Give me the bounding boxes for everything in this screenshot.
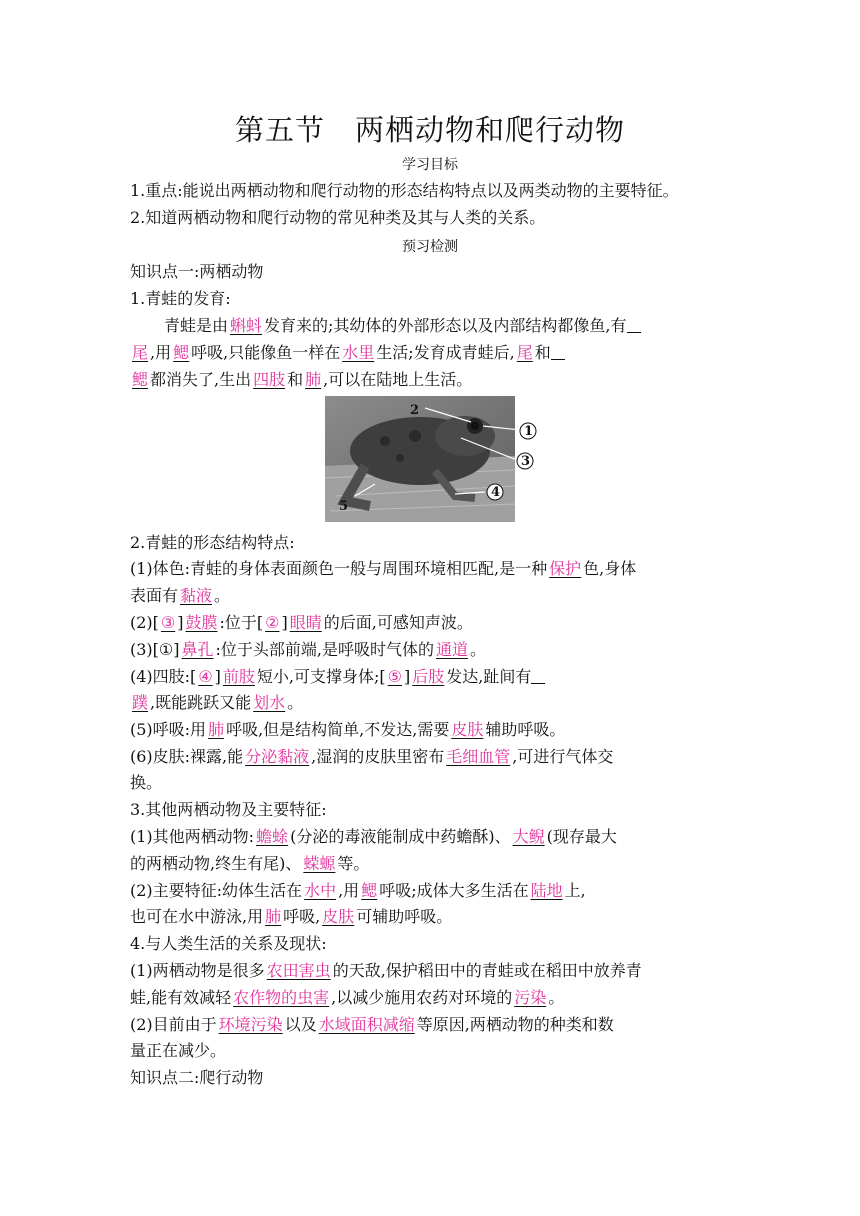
q4-item-1-line-1: (1)两栖动物是很多 农田害虫 的天敌,保护稻田中的青蛙或在稻田中放养青 [130,961,642,980]
q2-item-4-line-2: 蹼 ,既能跳跃又能 划水 。 [132,693,304,712]
goal-1: 1.重点:能说出两栖动物和爬行动物的形态结构特点以及两类动物的主要特征。 [130,181,679,200]
answer-blank: ④ [198,667,213,686]
answer-blank: 鼓膜 [185,613,218,632]
answer-blank: 前肢 [222,667,255,686]
q3-item-2-line-2: 也可在水中游泳,用 肺 呼吸, 皮肤 可辅助呼吸。 [130,907,453,926]
answer-blank: 鳃 [361,881,378,900]
frog-label: 5 [339,499,349,514]
knowledge-point-1: 知识点一:两栖动物 [130,262,264,281]
answer-blank: 水域面积减缩 [318,1015,415,1034]
answer-blank: 皮肤 [451,720,484,739]
q3-item-1-line-1: (1)其他两栖动物: 蟾蜍 (分泌的毒液能制成中药蟾酥)、 大鲵 (现存最大 [130,827,617,846]
q2-item-3: (3)[①] 鼻孔 :位于头部前端,是呼吸时气体的 通道 。 [130,640,487,659]
goal-2: 2.知道两栖动物和爬行动物的常见种类及其与人类的关系。 [130,208,546,227]
question-1-heading: 1.青蛙的发育: [130,289,231,308]
answer-blank: 划水 [253,693,286,712]
answer-blank: 陆地 [530,881,563,900]
q1-line-3: 鳃 都消失了,生出 四肢 和 肺 ,可以在陆地上生活。 [132,370,473,389]
frog-photo [325,396,534,522]
answer-blank: 鳃 [173,343,190,362]
q2-item-1-line-2: 表面有 黏液 。 [130,586,231,605]
frog-label: 1 [524,424,534,439]
frog-label: 3 [521,454,531,469]
answer-blank: 蹼 [132,693,149,712]
answer-blank: 农作物的虫害 [233,988,330,1007]
answer-blank: 四肢 [253,370,286,389]
q4-item-1-line-2: 蛙,能有效减轻 农作物的虫害 ,以减少施用农药对环境的 污染 。 [130,988,565,1007]
answer-blank: 鳃 [132,370,149,389]
question-3-heading: 3.其他两栖动物及主要特征: [130,800,327,819]
q4-item-2-line-1: (2)目前由于 环境污染 以及 水域面积减缩 等原因,两栖动物的种类和数 [130,1015,614,1034]
answer-blank: 眼睛 [289,613,322,632]
answer-blank: 尾 [516,343,533,362]
answer-blank: 通道 [436,640,469,659]
answer-blank: 后肢 [412,667,445,686]
q2-item-6-line-2: 换。 [130,773,163,792]
q2-item-4-line-1: (4)四肢:[ ④ ] 前肢 短小,可支撑身体;[ ⑤ ] 后肢 发达,趾间有 [130,667,730,687]
q1-line-2: 尾 ,用 鳃 呼吸,只能像鱼一样在 水里 生活;发育成青蛙后, 尾 和 [130,343,730,363]
goals-heading: 学习目标 [402,157,458,173]
answer-blank: 蝌蚪 [230,316,263,335]
answer-blank: 环境污染 [218,1015,283,1034]
answer-blank: 分泌黏液 [245,747,310,766]
q2-item-5: (5)呼吸:用 肺 呼吸,但是结构简单,不发达,需要 皮肤 辅助呼吸。 [130,720,566,739]
answer-blank: 皮肤 [322,907,355,926]
q3-item-1-line-2: 的两栖动物,终生有尾)、 蝾螈 等。 [130,854,370,873]
q4-item-2-line-2: 量正在减少。 [130,1041,227,1060]
q2-item-2: (2)[ ③ ] 鼓膜 :位于[ ② ] 眼睛 的后面,可感知声波。 [130,613,473,632]
q1-line-1: 青蛙是由 蝌蚪 发育来的;其幼体的外部形态以及内部结构都像鱼,有 [164,316,764,336]
answer-blank: 黏液 [180,586,213,605]
answer-blank: ③ [160,613,176,632]
answer-blank: 肺 [305,370,322,389]
answer-blank: 保护 [549,559,582,578]
answer-blank: 尾 [132,343,149,362]
page-title: 第五节 两栖动物和爬行动物 [234,113,625,147]
q3-item-2-line-1: (2)主要特征:幼体生活在 水中 ,用 鳃 呼吸;成体大多生活在 陆地 上, [130,881,586,900]
answer-blank: 大鲵 [512,827,545,846]
answer-blank: ⑤ [387,667,402,686]
answer-blank: 蟾蜍 [256,827,289,846]
answer-blank: 农田害虫 [266,961,331,980]
answer-blank: 蝾螈 [303,854,336,873]
answer-blank: 肺 [208,720,225,739]
answer-blank: 污染 [514,988,547,1007]
q2-item-1-line-1: (1)体色:青蛙的身体表面颜色一般与周围环境相匹配,是一种 保护 色,身体 [130,559,637,578]
q2-item-6-line-1: (6)皮肤:裸露,能 分泌黏液 ,湿润的皮肤里密布 毛细血管 ,可进行气体交 [130,747,614,766]
frog-label: 2 [410,403,420,418]
frog-label: 4 [491,485,501,500]
preview-heading: 预习检测 [402,239,458,255]
answer-blank: 毛细血管 [446,747,511,766]
question-2-heading: 2.青蛙的形态结构特点: [130,533,295,552]
question-4-heading: 4.与人类生活的关系及现状: [130,934,327,953]
answer-blank: 鼻孔 [181,640,214,659]
answer-blank: 水中 [304,881,337,900]
answer-blank: 肺 [265,907,282,926]
answer-blank: 水里 [342,343,375,362]
answer-blank: ② [265,613,280,632]
knowledge-point-2: 知识点二:爬行动物 [130,1068,264,1087]
